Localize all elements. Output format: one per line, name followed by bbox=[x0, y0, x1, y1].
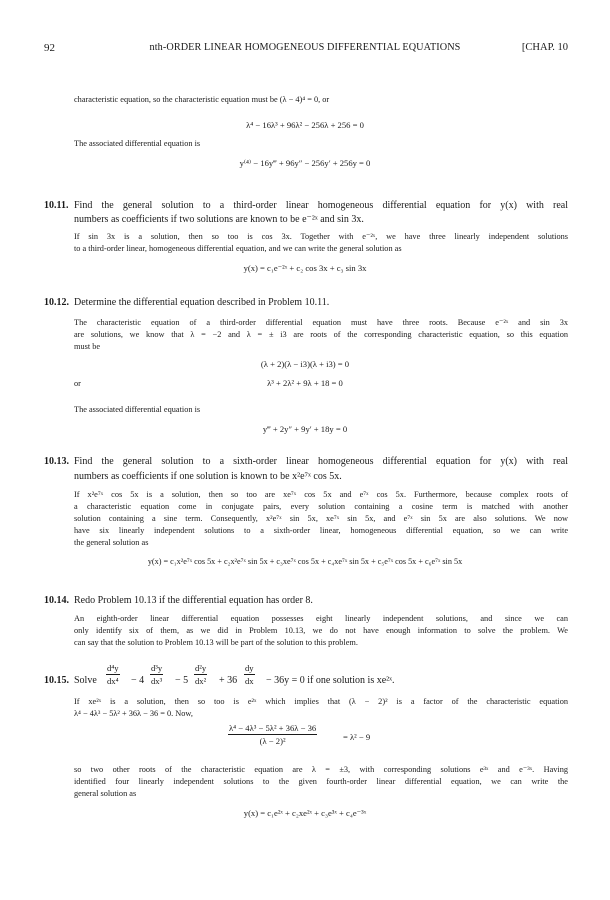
problem-10-15-solution-line-5: general solution as bbox=[74, 789, 137, 798]
fraction-denominator: dx² bbox=[195, 676, 207, 686]
problem-10-12-solution-line-4: The associated differential equation is bbox=[74, 405, 201, 414]
problem-10-15-solve-label: Solve bbox=[74, 675, 97, 686]
problem-10-12-char-equation: λ³ + 2λ² + 9λ + 18 = 0 bbox=[267, 378, 343, 388]
intro-diff-equation: y⁽⁴⁾ − 16y‴ + 96y″ − 256y′ + 256y = 0 bbox=[239, 158, 371, 168]
coefficient-minus-4: − 4 bbox=[131, 675, 145, 686]
intro-char-equation: λ⁴ − 16λ³ + 96λ² − 256λ + 256 = 0 bbox=[246, 120, 364, 130]
division-fraction bbox=[228, 723, 317, 746]
problem-10-12-question: Determine the differential equation described in Problem 10.11. bbox=[74, 297, 330, 308]
fraction-denominator: dx³ bbox=[151, 676, 163, 686]
problem-10-12-factored-equation: (λ + 2)(λ − i3)(λ + i3) = 0 bbox=[260, 359, 350, 369]
problem-10-15-number: 10.15. bbox=[44, 675, 69, 686]
problem-10-11-solution-line-1: If sin 3x is a solution, then so too is cos 3x. Together with e⁻²ˣ, we have three linearly independent solutions bbox=[74, 232, 568, 241]
problem-10-13-solution-line-2: a characteristic equation come in conjugate pairs, every solution containing a cosine term is matched with another bbox=[74, 502, 568, 511]
problem-10-13-question-line-2: numbers as coefficients if one solution is known to be x²e⁷ˣ cos 5x. bbox=[74, 471, 342, 482]
intro-line-1: characteristic equation, so the characteristic equation must be (λ − 4)⁴ = 0, or bbox=[74, 95, 330, 104]
fraction-d2y-dx2 bbox=[194, 663, 207, 686]
problem-10-13-number: 10.13. bbox=[44, 456, 69, 467]
fraction-numerator: d⁴y bbox=[107, 663, 119, 673]
problem-10-15-solution-line-2: λ⁴ − 4λ³ − 5λ² + 36λ − 36 = 0. Now, bbox=[74, 709, 193, 718]
problem-10-13-solution-line-3: solution containing a sine term. Consequently, x²e⁷ˣ sin 5x, xe⁷ˣ sin 5x, and e⁷ˣ sin 5x are also solutions. We now bbox=[74, 514, 568, 523]
division-result: = λ² − 9 bbox=[343, 732, 371, 742]
problem-10-12-number: 10.12. bbox=[44, 297, 69, 308]
coefficient-minus-5: − 5 bbox=[175, 675, 189, 686]
problem-10-13-question-line-1: Find the general solution to a sixth-order linear homogeneous differential equation for y(x) with real bbox=[74, 456, 568, 467]
fraction-numerator: d³y bbox=[151, 663, 163, 673]
problem-10-12-solution-line-3: must be bbox=[74, 342, 101, 351]
problem-10-11-number: 10.11. bbox=[44, 200, 69, 211]
problem-10-11-general-solution: y(x) = c₁e⁻²ˣ + c₂ cos 3x + c₃ sin 3x bbox=[243, 263, 367, 273]
page-number: 92 bbox=[44, 42, 55, 54]
problem-10-12-diff-equation: y‴ + 2y″ + 9y′ + 18y = 0 bbox=[262, 424, 348, 434]
problem-10-14-question: Redo Problem 10.13 if the differential equation has order 8. bbox=[74, 595, 313, 606]
problem-10-15-solution-line-1: If xe²ˣ is a solution, then so too is e²ˣ which implies that (λ − 2)² is a factor of the characteristic equation bbox=[74, 697, 568, 706]
problem-10-11-question-line-1: Find the general solution to a third-order linear homogeneous differential equation for y(x) with real bbox=[74, 200, 568, 211]
division-numerator: λ⁴ − 4λ³ − 5λ² + 36λ − 36 bbox=[229, 723, 317, 733]
problem-10-12-or: or bbox=[74, 379, 81, 388]
problem-10-14-solution-line-1: An eighth-order linear differential equation possesses eight linearly independent solutions, and since we can bbox=[74, 614, 568, 623]
fraction-denominator: dx⁴ bbox=[107, 676, 119, 686]
fraction-dy-dx bbox=[244, 663, 255, 686]
problem-10-15-solution-line-4: identified four linearly independent solutions to the given fourth-order linear differential equation, we can write the bbox=[74, 777, 568, 786]
problem-10-13-solution-line-4: have six linearly independent solutions to a sixth-order linear, homogeneous differential equation, so we can write bbox=[74, 526, 568, 535]
fraction-numerator: dy bbox=[245, 663, 254, 673]
problem-10-12-solution-line-1: The characteristic equation of a third-order differential equation must have three roots. Because e⁻²ˣ and sin 3x bbox=[74, 318, 568, 327]
problem-10-12-solution-line-2: are solutions, we know that λ = −2 and λ = ± i3 are roots of the corresponding characteristic equation, so this equation bbox=[74, 330, 568, 339]
fraction-d3y-dx3 bbox=[150, 663, 163, 686]
running-title: nth-ORDER LINEAR HOMOGENEOUS DIFFERENTIAL EQUATIONS bbox=[149, 42, 461, 53]
problem-10-11-question-line-2: numbers as coefficients if two solutions are known to be e⁻²ˣ and sin 3x. bbox=[74, 214, 364, 225]
problem-10-13-solution-line-1: If x²e⁷ˣ cos 5x is a solution, then so too are xe⁷ˣ cos 5x and e⁷ˣ cos 5x. Furthermore, because complex roots of bbox=[74, 490, 568, 499]
problem-10-15-question-tail: − 36y = 0 if one solution is xe²ˣ. bbox=[266, 675, 395, 686]
chapter-label: [CHAP. 10 bbox=[521, 42, 568, 53]
problem-10-11-solution-line-2: to a third-order linear, homogeneous differential equation, and we can write the general solution as bbox=[74, 244, 402, 253]
problem-10-13-solution-line-5: the general solution as bbox=[74, 538, 149, 547]
problem-10-14-solution-line-2: only identify six of them, as we did in Problem 10.13, we do not have enough information to solve the problem. We bbox=[74, 626, 568, 635]
fraction-d4y-dx4 bbox=[106, 663, 120, 686]
coefficient-plus-36: + 36 bbox=[219, 675, 238, 686]
intro-line-2: The associated differential equation is bbox=[74, 139, 201, 148]
problem-10-15-general-solution: y(x) = c₁e²ˣ + c₂xe²ˣ + c₃e³ˣ + c₄e⁻³ˣ bbox=[243, 808, 367, 818]
division-denominator: (λ − 2)² bbox=[259, 736, 286, 746]
problem-10-14-number: 10.14. bbox=[44, 595, 69, 606]
problem-10-15-solution-line-3: so two other roots of the characteristic equation are λ = ±3, with corresponding solutions e³ˣ and e⁻³ˣ. Having bbox=[74, 765, 568, 774]
problem-10-13-general-solution: y(x) = c₁x²e⁷ˣ cos 5x + c₂x²e⁷ˣ sin 5x + c₃xe⁷ˣ cos 5x + c₄xe⁷ˣ sin 5x + c₅e⁷ˣ cos 5x + c₆e⁷ˣ sin 5x bbox=[147, 557, 463, 566]
problem-10-14-solution-line-3: can say that the solution to Problem 10.13 will be part of the solution to this problem. bbox=[74, 638, 358, 647]
fraction-numerator: d²y bbox=[195, 663, 207, 673]
fraction-denominator: dx bbox=[245, 676, 254, 686]
